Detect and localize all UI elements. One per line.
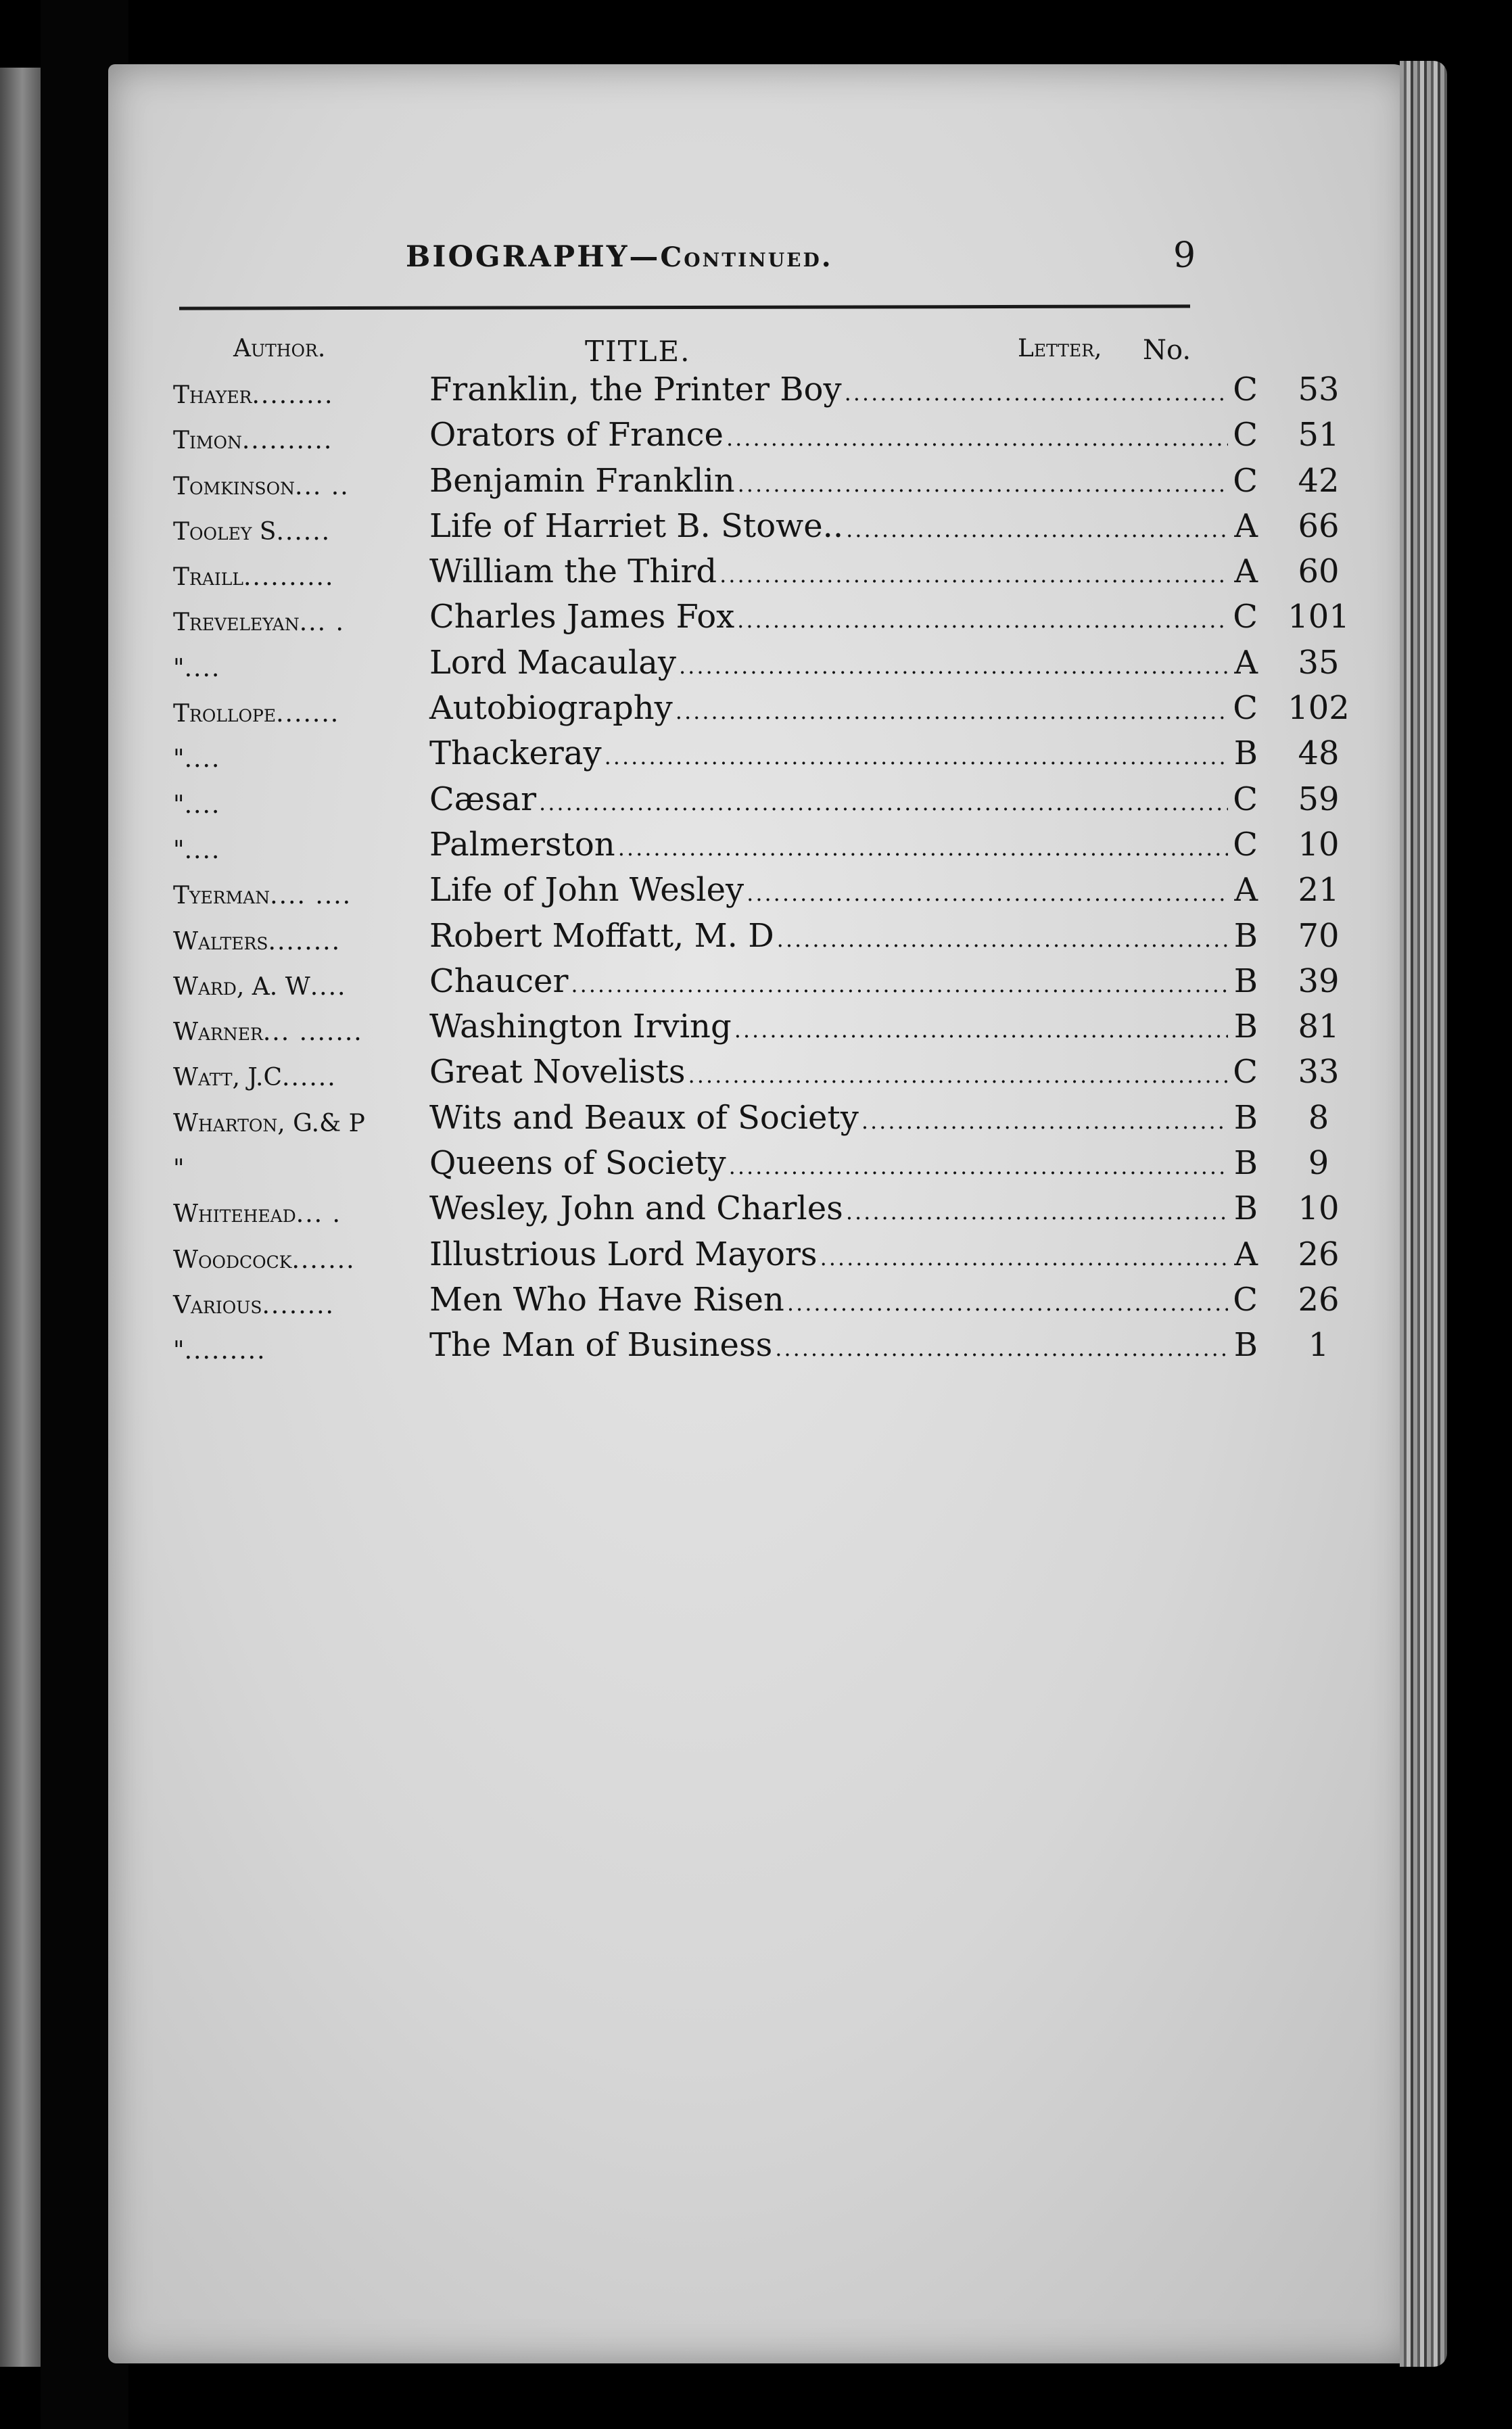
author-name: Trollope <box>173 700 277 728</box>
catalogue-entry <box>169 871 1340 916</box>
entry-letter: B <box>1233 1189 1258 1228</box>
entry-number: 33 <box>1298 1053 1340 1091</box>
catalogue-entry <box>169 916 1340 962</box>
title-leader-dots <box>738 471 1228 497</box>
entry-author <box>173 473 350 500</box>
entry-number: 9 <box>1308 1144 1329 1183</box>
catalogue-entries <box>169 371 1350 1372</box>
entry-author <box>173 791 220 819</box>
entry-author <box>173 973 346 1001</box>
catalogue-entry <box>169 1235 1340 1281</box>
entry-letter: C <box>1233 461 1258 500</box>
entry-title: Wesley, John and Charles <box>429 1189 843 1228</box>
title-leader-dots <box>846 1199 1228 1225</box>
entry-letter: B <box>1233 734 1258 773</box>
catalogue-entry <box>169 461 1340 507</box>
entry-letter: C <box>1233 689 1258 728</box>
entry-title: Life of John Wesley <box>429 871 745 910</box>
entry-title: Washington Irving <box>429 1008 732 1046</box>
title-leader-dots <box>861 1108 1228 1134</box>
entry-title: Chaucer <box>429 962 569 1000</box>
entry-title: Benjamin Franklin <box>429 461 735 500</box>
entry-title: Wits and Beaux of Society <box>429 1098 859 1137</box>
author-leader-dots: ...... <box>276 517 331 546</box>
entry-author <box>173 1246 356 1274</box>
entry-letter: B <box>1233 962 1258 1000</box>
entry-author <box>173 1018 363 1046</box>
catalogue-entry <box>169 1189 1340 1235</box>
entry-letter: C <box>1233 371 1258 408</box>
entry-title-line <box>429 871 1258 909</box>
entry-number: 26 <box>1298 1280 1340 1319</box>
catalogue-entry <box>169 371 1340 416</box>
author-leader-dots: ......... <box>184 1337 266 1365</box>
column-header-number: No. <box>1143 335 1191 366</box>
author-name: Warner <box>173 1018 263 1047</box>
entry-title: Palmerston <box>429 825 615 864</box>
entry-title-line <box>429 1235 1258 1273</box>
entry-title-line <box>429 644 1258 682</box>
author-name: " <box>173 654 185 682</box>
entry-title-line <box>429 780 1258 818</box>
entry-title-line <box>429 1099 1258 1137</box>
page-number: 9 <box>1173 235 1196 276</box>
entry-title-line <box>429 962 1258 1000</box>
entry-author <box>173 563 334 591</box>
author-leader-dots: ...... <box>282 1064 337 1092</box>
facing-page-edge <box>0 68 41 2367</box>
author-leader-dots: .... <box>184 745 221 774</box>
author-name: Ward, A. W <box>173 972 310 1001</box>
author-leader-dots: .... .... <box>270 882 352 910</box>
running-header <box>406 240 833 274</box>
author-name: Tooley S <box>173 517 277 546</box>
entry-author <box>173 518 331 546</box>
entry-title: Cæsar <box>429 780 537 818</box>
title-leader-dots <box>571 972 1228 997</box>
entry-number: 21 <box>1298 871 1340 910</box>
entry-title-line <box>429 1053 1258 1091</box>
author-name: " <box>173 1337 185 1365</box>
author-leader-dots: .......... <box>241 427 333 455</box>
author-leader-dots: ......... <box>252 381 334 409</box>
column-header-letter: Letter, <box>1018 335 1102 362</box>
entry-number: 39 <box>1298 962 1340 1000</box>
entry-number: 48 <box>1298 734 1340 773</box>
catalogue-entry <box>169 1008 1340 1053</box>
entry-number: 10 <box>1298 825 1340 864</box>
entry-title-line <box>429 507 1258 545</box>
entry-author <box>173 1337 266 1365</box>
entry-title-line <box>429 371 1258 408</box>
entry-title: Men Who Have Risen <box>429 1280 784 1319</box>
entry-number: 8 <box>1308 1098 1329 1137</box>
entry-title: The Man of Business <box>429 1326 773 1365</box>
entry-letter: A <box>1234 871 1258 910</box>
entry-title: Great Novelists <box>429 1053 686 1091</box>
author-leader-dots: .......... <box>243 563 335 592</box>
author-name: Traill <box>173 563 243 592</box>
title-leader-dots <box>820 1245 1228 1271</box>
entry-letter: C <box>1233 1280 1258 1319</box>
entry-title: Robert Moffatt, M. D <box>429 916 774 955</box>
entry-number: 101 <box>1287 598 1350 636</box>
author-leader-dots: ... .. <box>295 472 350 500</box>
entry-author <box>173 745 220 773</box>
entry-author <box>173 609 345 636</box>
author-name: Timon <box>173 427 242 455</box>
author-name: Thayer <box>173 381 252 409</box>
entry-number: 42 <box>1298 461 1340 500</box>
author-name: Treveleyan <box>173 609 300 637</box>
entry-title: Thackeray <box>429 734 602 773</box>
entry-author <box>173 1155 185 1183</box>
entry-title-line <box>429 1189 1258 1227</box>
catalogue-entry <box>169 1144 1329 1189</box>
entry-number: 1 <box>1308 1326 1329 1365</box>
catalogue-entry <box>169 598 1350 643</box>
entry-title-line <box>429 917 1258 955</box>
author-leader-dots: ....... <box>276 700 340 728</box>
entry-letter: A <box>1234 552 1258 591</box>
continued-label: Continued. <box>660 241 833 273</box>
catalogue-entry <box>169 962 1340 1008</box>
entry-letter: C <box>1233 780 1258 818</box>
entry-author <box>173 381 333 409</box>
entry-title-line <box>429 1281 1258 1319</box>
catalogue-entry <box>169 1326 1329 1371</box>
entry-author <box>173 427 333 454</box>
entry-author <box>173 882 352 910</box>
author-leader-dots: .... <box>184 836 221 864</box>
entry-title-line <box>429 416 1258 454</box>
entry-letter: B <box>1233 1008 1258 1046</box>
title-leader-dots <box>676 699 1228 724</box>
entry-title-line <box>429 826 1258 864</box>
entry-number: 60 <box>1298 552 1340 591</box>
author-name: Woodcock <box>173 1246 292 1274</box>
title-leader-dots <box>846 517 1228 542</box>
author-name: Various <box>173 1291 262 1319</box>
entry-author <box>173 700 339 728</box>
author-leader-dots: ........ <box>262 1291 335 1319</box>
entry-letter: A <box>1234 506 1258 545</box>
title-leader-dots <box>845 380 1228 406</box>
entry-number: 66 <box>1298 506 1340 545</box>
catalogue-entry <box>169 825 1340 871</box>
title-leader-dots <box>539 790 1228 816</box>
title-leader-dots <box>734 1017 1228 1043</box>
author-leader-dots: ... . <box>299 609 345 637</box>
entry-letter: B <box>1233 1098 1258 1137</box>
entry-title: Queens of Society <box>429 1144 726 1183</box>
author-name: " <box>173 1155 185 1183</box>
catalogue-entry <box>169 689 1350 734</box>
author-leader-dots: ....... <box>291 1246 356 1274</box>
author-name: Wharton, G.& P <box>173 1109 365 1137</box>
entry-title-line <box>429 462 1258 500</box>
author-leader-dots: .... <box>310 972 347 1001</box>
entry-title: Autobiography <box>429 689 673 728</box>
entry-author <box>173 1200 341 1228</box>
catalogue-entry <box>169 416 1340 461</box>
catalogue-entry <box>169 780 1340 826</box>
entry-title-line <box>429 734 1258 772</box>
catalogue-entry <box>169 1280 1340 1326</box>
author-leader-dots: ... . <box>296 1200 341 1229</box>
title-leader-dots <box>618 835 1228 861</box>
entry-number: 81 <box>1298 1008 1340 1046</box>
entry-letter: B <box>1233 1326 1258 1365</box>
entry-title: Life of Harriet B. Stowe.. <box>429 506 844 545</box>
title-leader-dots <box>726 425 1228 451</box>
catalogue-entry <box>169 643 1340 689</box>
entry-title-line <box>429 1326 1258 1364</box>
title-leader-dots <box>605 744 1228 770</box>
title-leader-dots <box>777 926 1228 952</box>
author-leader-dots: ........ <box>268 927 341 956</box>
entry-letter: C <box>1233 598 1258 636</box>
entry-letter: C <box>1233 825 1258 864</box>
entry-number: 26 <box>1298 1235 1340 1273</box>
entry-author <box>173 655 220 682</box>
author-name: " <box>173 791 185 819</box>
entry-title: Franklin, the Printer Boy <box>429 371 842 408</box>
entry-letter: B <box>1233 916 1258 955</box>
section-title: BIOGRAPHY— <box>406 240 661 274</box>
entry-author <box>173 928 341 956</box>
entry-title-line <box>429 689 1258 727</box>
author-leader-dots: .... <box>184 791 221 819</box>
author-name: Tomkinson <box>173 472 296 500</box>
entry-author <box>173 1292 335 1319</box>
entry-title: Orators of France <box>429 416 724 454</box>
entry-title-line <box>429 598 1258 636</box>
entry-letter: C <box>1233 416 1258 454</box>
author-name: Watt, J.C <box>173 1064 283 1092</box>
entry-title: Lord Macaulay <box>429 643 676 682</box>
catalogue-entry <box>169 506 1340 552</box>
author-name: Whitehead <box>173 1200 296 1229</box>
author-name: " <box>173 836 185 864</box>
entry-author <box>173 1110 365 1137</box>
author-name: Tyerman <box>173 882 270 910</box>
entry-number: 70 <box>1298 916 1340 955</box>
page-stack-edge <box>1400 61 1447 2367</box>
catalogue-entry <box>169 1053 1340 1098</box>
title-leader-dots <box>737 607 1228 633</box>
entry-title-line <box>429 552 1258 590</box>
catalogue-entry <box>169 552 1340 598</box>
author-leader-dots: ... ....... <box>262 1018 363 1047</box>
entry-title: William the Third <box>429 552 717 591</box>
entry-letter: A <box>1234 643 1258 682</box>
title-leader-dots <box>775 1336 1228 1361</box>
entry-number: 102 <box>1287 689 1350 728</box>
entry-letter: B <box>1233 1144 1258 1183</box>
author-name: Walters <box>173 927 268 956</box>
entry-title-line <box>429 1008 1258 1045</box>
entry-number: 10 <box>1298 1189 1340 1228</box>
entry-number: 59 <box>1298 780 1340 818</box>
catalogue-entry <box>169 734 1340 780</box>
entry-letter: A <box>1234 1235 1258 1273</box>
entry-number: 53 <box>1298 371 1340 408</box>
entry-title: Illustrious Lord Mayors <box>429 1235 818 1273</box>
catalogue-entry <box>169 1098 1329 1144</box>
entry-title: Charles James Fox <box>429 598 735 636</box>
entry-title-line <box>429 1144 1258 1182</box>
author-leader-dots: .... <box>184 654 221 682</box>
entry-author <box>173 1064 337 1091</box>
column-header-author: Author. <box>233 335 326 362</box>
entry-letter: C <box>1233 1053 1258 1091</box>
entry-number: 35 <box>1298 643 1340 682</box>
entry-author <box>173 836 220 864</box>
title-leader-dots <box>719 562 1228 588</box>
entry-number: 51 <box>1298 416 1340 454</box>
author-name: " <box>173 745 185 774</box>
title-leader-dots <box>729 1154 1228 1179</box>
title-leader-dots <box>747 880 1228 906</box>
title-leader-dots <box>688 1062 1228 1088</box>
column-header-title: TITLE. <box>585 335 691 368</box>
title-leader-dots <box>787 1290 1228 1316</box>
title-leader-dots <box>679 653 1228 679</box>
